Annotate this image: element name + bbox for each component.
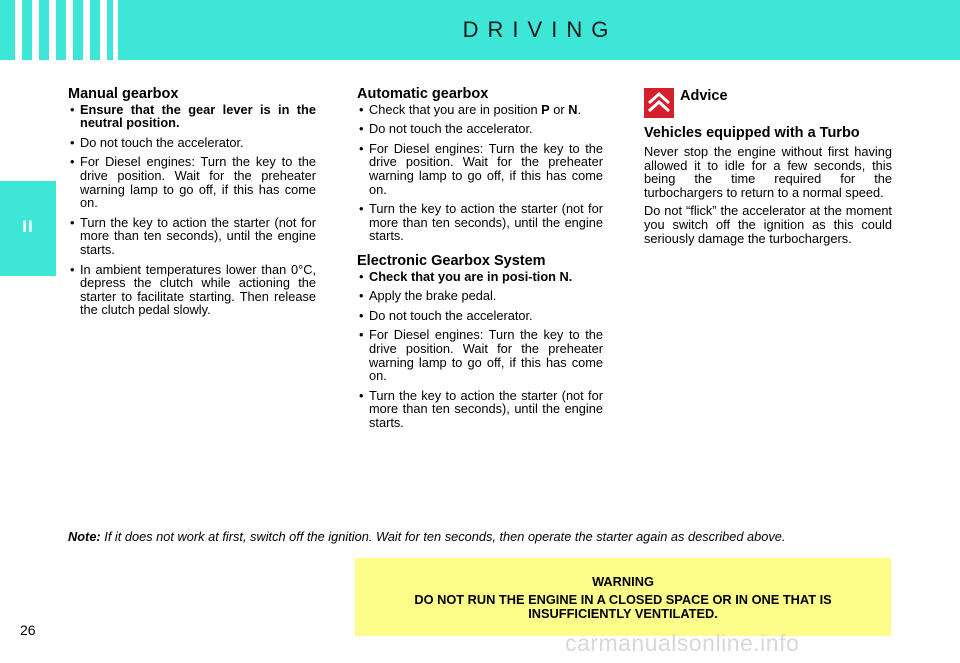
advice-paragraph: Never stop the engine without first having allowed it to idle for a few seconds, this being the time required for the turbochargers to return to a normal speed. (644, 144, 892, 200)
chapter-tab (0, 181, 56, 276)
manual-gearbox-heading: Manual gearbox (68, 86, 179, 102)
page-title: DRIVING (462, 17, 618, 42)
advice-header (644, 88, 892, 122)
chapter-tab-label: II (22, 217, 34, 236)
advice-paragraph: Do not “flick” the accelerator at the moment you switch off the ignition as this could seriously damage the turbochargers. (644, 203, 892, 246)
warning-box (355, 558, 891, 636)
list-item: • Turn the key to action the starter (not for more than ten seconds), until the engine starts. (357, 389, 603, 430)
list-item: • Check that you are in position P or N. (357, 103, 603, 117)
list-item: • For Diesel engines: Turn the key to the drive position. Wait for the preheater warning lamp to go off, if this has come on. (357, 328, 603, 382)
note-text: If it does not work at first, switch off the ignition. Wait for ten seconds, then operate the starter again as described above. (100, 529, 786, 544)
electronic-gearbox-heading: Electronic Gearbox System (357, 252, 546, 269)
list-item (68, 103, 316, 130)
advice-section (644, 88, 892, 250)
list-item: • Do not touch the accelerator. (68, 136, 316, 150)
list-item: • Turn the key to action the starter (not for more than ten seconds), until the engine starts. (68, 216, 316, 257)
list-item-bold: Ensure that the gear lever is in the neutral position. (80, 101, 316, 131)
note-label: Note: (68, 529, 101, 544)
list-item: • For Diesel engines: Turn the key to the drive position. Wait for the preheater warning lamp to go off, if this has come on. (357, 142, 603, 196)
warning-message: DO NOT RUN THE ENGINE IN A CLOSED SPACE OR IN ONE THAT IS INSUFFICIENTLY VENTILATED. (414, 592, 832, 621)
header-band (0, 0, 960, 60)
automatic-gearbox-section (357, 88, 603, 435)
note-paragraph (68, 529, 892, 544)
manual-gearbox-section (68, 88, 316, 323)
list-item: • Apply the brake pedal. (357, 289, 603, 303)
automatic-gearbox-list (357, 103, 603, 243)
citroen-logo-icon (644, 88, 674, 118)
list-item: • For Diesel engines: Turn the key to the drive position. Wait for the preheater warning lamp to go off, if this has come on. (68, 155, 316, 209)
automatic-gearbox-heading: Automatic gearbox (357, 86, 489, 102)
warning-title: WARNING (592, 574, 654, 589)
electronic-gearbox-list (357, 270, 603, 430)
list-item: • Do not touch the accelerator. (357, 122, 603, 136)
manual-gearbox-list (68, 103, 316, 317)
advice-subtitle: Vehicles equipped with a Turbo (644, 125, 860, 141)
advice-title: Advice (680, 88, 728, 104)
list-item: • Turn the key to action the starter (not for more than ten seconds), until the engine starts. (357, 202, 603, 243)
watermark: carmanualsonline.info (565, 630, 800, 656)
list-item: • Check that you are in posi-tion N. (357, 270, 603, 284)
list-item: • In ambient temperatures lower than 0°C, depress the clutch while actioning the starter to facilitate starting. Then release the clutch pedal slowly. (68, 263, 316, 317)
list-item: • Do not touch the accelerator. (357, 309, 603, 323)
page-number: 26 (20, 622, 36, 638)
